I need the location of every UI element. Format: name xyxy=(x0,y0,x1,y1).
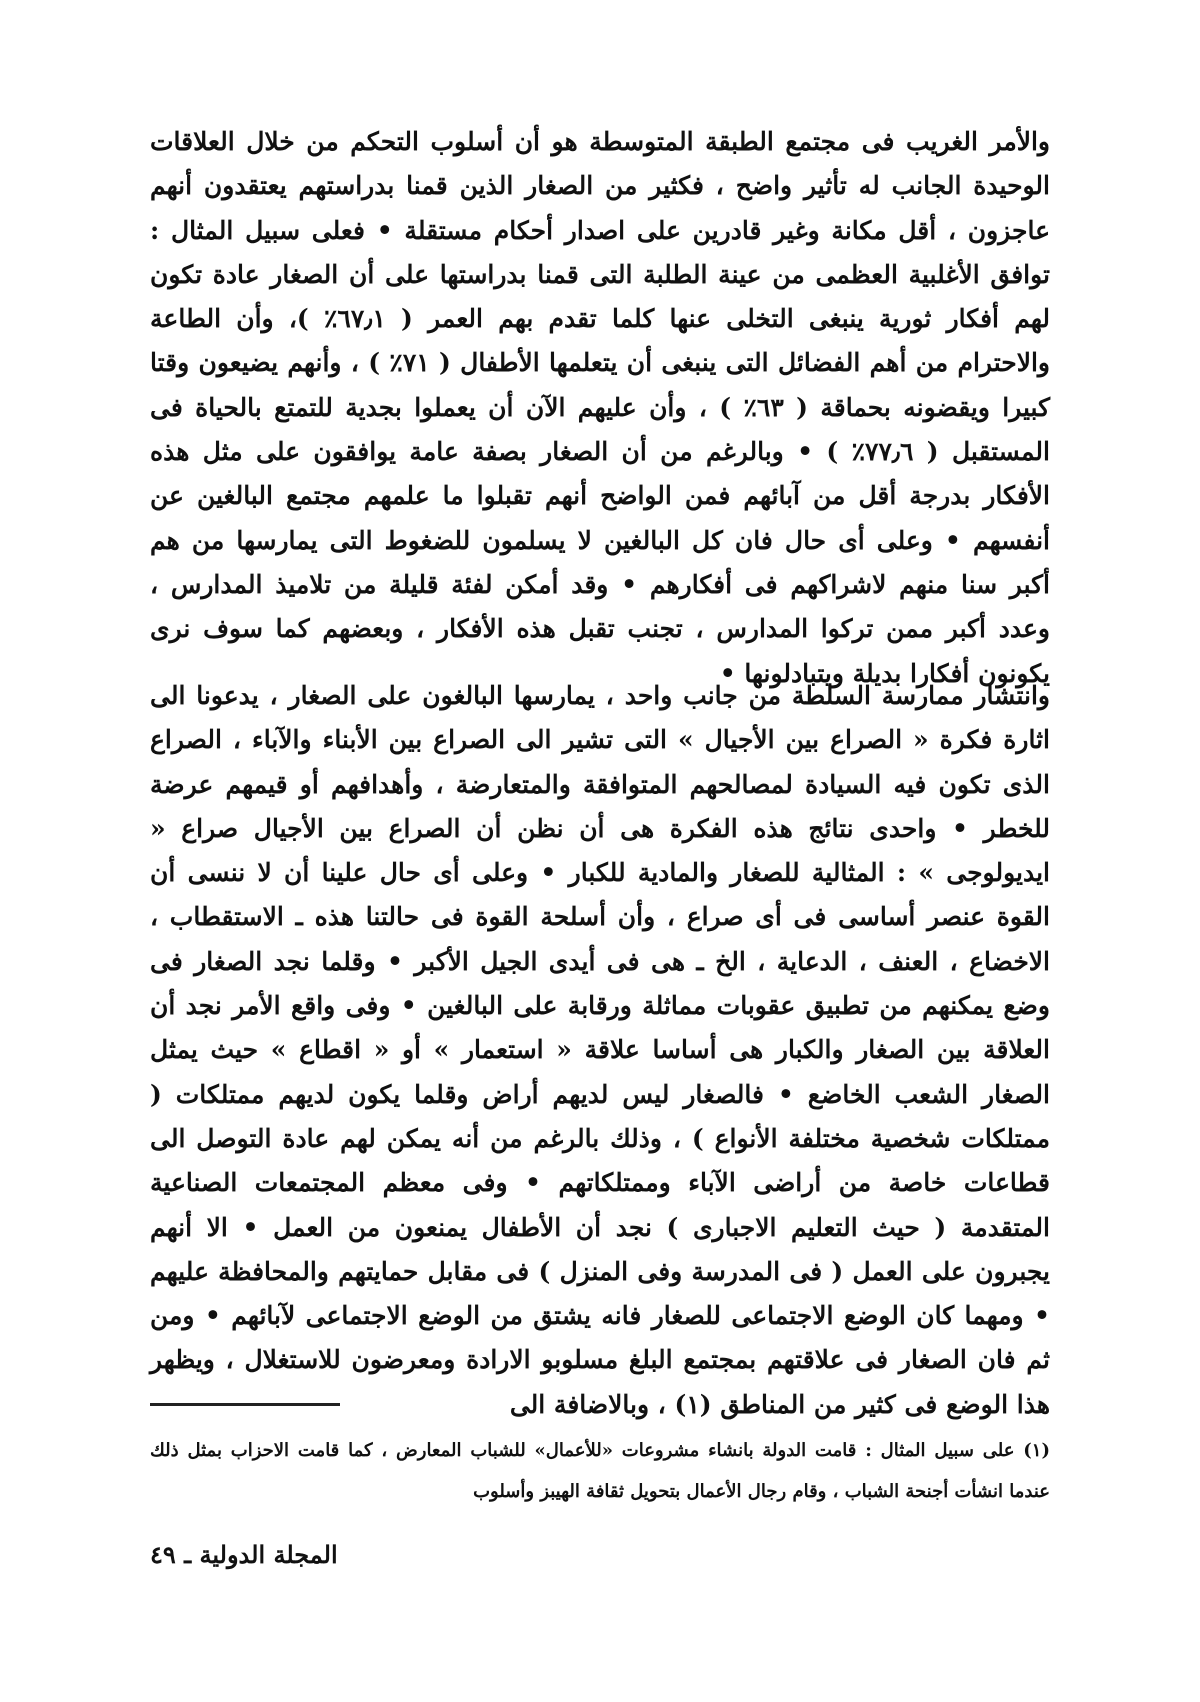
body-paragraph-1: والأمر الغريب فى مجتمع الطبقة المتوسطة هو أن أسلوب التحكم من خلال العلاقات الوحيدة الجانب له تأثير واضح ، فكثير من الصغار الذين قمنا بدراستهم يعتقدون أنهم عاجزون ، أقل مكانة وغير قادرين على اصدار أحكام مستقلة • فعلى سبيل المثال : توافق الأغلبية العظمى من عينة الطلبة التى قمنا بدراستها على أن الصغار عادة تكون لهم أفكار ثورية ينبغى التخلى عنها كلما تقدم بهم العمر ( ٦٧٫١٪ )، وأن الطاعة والاحترام من أهم الفضائل التى ينبغى أن يتعلمها الأطفال ( ٧١٪ ) ، وأنهم يضيعون وقتا كبيرا ويقضونه بحماقة ( ٦٣٪ ) ، وأن عليهم الآن أن يعملوا بجدية للتمتع بالحياة فى المستقبل ( ٧٧٫٦٪ ) • وبالرغم من أن الصغار بصفة عامة يوافقون على مثل هذه الأفكار بدرجة أقل من آبائهم فمن الواضح أنهم تقبلوا ما علمهم مجتمع البالغين عن أنفسهم • وعلى أى حال فان كل البالغين لا يسلمون للضغوط التى يمارسها من هم أكبر سنا منهم لاشراكهم فى أفكارهم • وقد أمكن لفئة قليلة من تلاميذ المدارس ، وعدد أكبر ممن تركوا المدارس ، تجنب تقبل هذه الأفكار ، وبعضهم كما سوف نرى يكونون أفكارا بديلة ويتبادلونها • xyxy=(150,127,1051,688)
footnote: (١) على سبيل المثال : قامت الدولة بانشاء مشروعات «للأعمال» للشباب المعارض ، كما قامت الاحزاب بمثل ذلك عندما انشأت أجنحة الشباب ، وقام رجال الأعمال بتحويل ثقافة الهيبز وأسلوب xyxy=(150,1440,1050,1502)
body-paragraph-2: وانتشار ممارسة السلطة من جانب واحد ، يمارسها البالغون على الصغار ، يدعونا الى اثارة فكرة « الصراع بين الأجيال » التى تشير الى الصراع بين الأبناء والآباء ، الصراع الذى تكون فيه السيادة لمصالحهم المتوافقة والمتعارضة ، وأهدافهم أو قيمهم عرضة للخطر • واحدى نتائج هذه الفكرة هى أن نظن أن الصراع بين الأجيال صراع « ايديولوجى » : المثالية للصغار والمادية للكبار • وعلى أى حال علينا أن لا ننسى أن القوة عنصر أساسى فى أى صراع ، وأن أسلحة القوة فى حالتنا هذه ـ الاستقطاب ، الاخضاع ، العنف ، الدعاية ، الخ ـ هى فى أيدى الجيل الأكبر • وقلما نجد الصغار فى وضع يمكنهم من تطبيق عقوبات مماثلة ورقابة على البالغين • وفى واقع الأمر نجد أن العلاقة بين الصغار والكبار هى أساسا علاقة « استعمار » أو « اقطاع » حيث يمثل الصغار الشعب الخاضع • فالصغار ليس لديهم أراض وقلما يكون لديهم ممتلكات ( ممتلكات شخصية مختلفة الأنواع ) ، وذلك بالرغم من أنه يمكن لهم عادة التوصل الى قطاعات خاصة من أراضى الآباء وممتلكاتهم • وفى معظم المجتمعات الصناعية المتقدمة ( حيث التعليم الاجبارى ) نجد أن الأطفال يمنعون من العمل • الا أنهم يجبرون على العمل ( فى المدرسة وفى المنزل ) فى مقابل حمايتهم والمحافظة عليهم • ومهما كان الوضع الاجتماعى للصغار فانه يشتق من الوضع الاجتماعى لآبائهم • ومن ثم فان الصغار فى علاقتهم بمجتمع البلغ مسلوبو الارادة ومعرضون للاستغلال ، ويظهر هذا الوضع فى كثير من المناطق (١) ، وبالاضافة الى xyxy=(150,681,1050,1419)
page-footer: المجلة الدولية ـ ٤٩ xyxy=(150,1540,338,1569)
footnote-separator xyxy=(150,1403,340,1406)
